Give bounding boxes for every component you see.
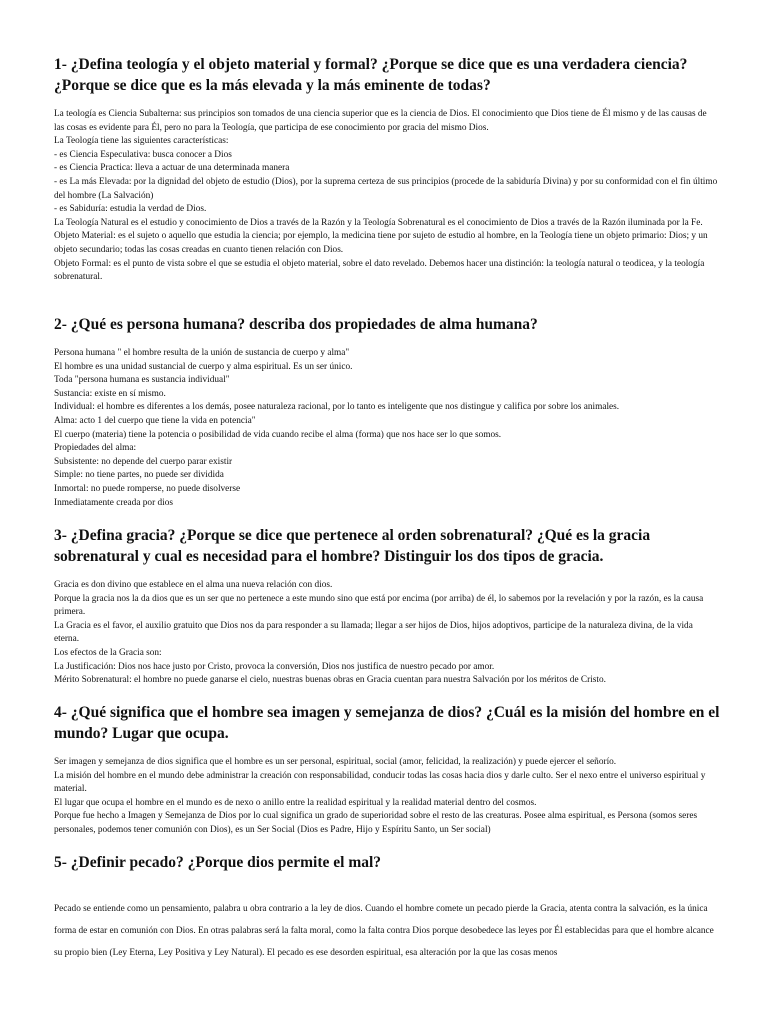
question-4-heading: 4- ¿Qué significa que el hombre sea imagen y semejanza de dios? ¿Cuál es la misión del hombre en el mundo? Lugar que ocupa. [54,704,720,742]
answer-3-paragraph: Porque la gracia nos la da dios que es un ser que no pertenece a este mundo sino que está por encima (por arriba) de él, lo sabemos por la revelación y por la razón, es la causa primera. [54,593,704,618]
answer-1-paragraph: - es Sabiduría: estudia la verdad de Dios. [54,204,207,215]
answer-2-body [54,347,718,510]
answer-2-paragraph: El hombre es una unidad sustancial de cuerpo y alma espiritual. Es un ser único. [54,361,353,372]
answer-3-paragraph: La Justificación: Dios nos hace justo por Cristo, provoca la conversión, Dios nos justifica de nuestro pecado por amor. [54,661,495,672]
answer-5-paragraph: Pecado se entiende como un pensamiento, palabra u obra contrario a la ley de dios. Cuando el hombre comete un pecado pierde la Gracia, atenta contra la salvación, es la única forma de estar en comunión con Dios. En otras palabras será la falta moral, como la falta contra Dios porque desobedece las leyes por Él establecidas para que el hombre alcance su propio bien (Ley Eterna, Ley Positiva y Ley Natural). El pecado es ese desorden espiritual, esa alteración por la que las cosas menos [54,904,714,958]
answer-1-paragraph: La Teología tiene las siguientes características: [54,136,229,147]
answer-5-body [54,898,718,964]
answer-3-paragraph: La Gracia es el favor, el auxilio gratuito que Dios nos da para responder a su llamada; llegar a ser hijos de Dios, hijos adoptivos, participe de la naturaleza divina, de la vida eterna. [54,620,693,645]
answer-2-paragraph: Simple: no tiene partes, no puede ser dividida [54,470,224,481]
answer-3-paragraph: Los efectos de la Gracia son: [54,647,162,658]
answer-1-paragraph: Objeto Material: es el sujeto o aquello que estudia la ciencia; por ejemplo, la medicina tiene por sujeto de estudio al hombre, en la Teología tiene un objeto primario: Dios; y un objeto secundario; todas las cosas creadas en cuanto tienen relación con Dios. [54,231,708,255]
answer-2-paragraph: Toda "persona humana es sustancia individual" [54,375,230,386]
answer-2-paragraph: Subsistente: no depende del cuerpo parar existir [54,456,233,467]
answer-3-body [54,579,718,688]
answer-1-paragraph: La Teología Natural es el estudio y conocimiento de Dios a través de la Razón y la Teología Sobrenatural es el conocimiento de Dios a través de la Razón iluminada por la Fe. [54,217,703,228]
answer-1-paragraph: La teología es Ciencia Subalterna: sus principios son tomados de una ciencia superior que es la ciencia de Dios. El conocimiento que Dios tiene de Él mismo y de las causas de las cosas es evidente para Él, pero no para la Teología, que participa de ese conocimiento por gracia del mismo Dios. [54,109,707,133]
answer-1-paragraph: - es Ciencia Especulativa: busca conocer a Dios [54,149,232,160]
answer-2-paragraph: Inmediatamente creada por dios [54,497,173,508]
question-3-heading: 3- ¿Defina gracia? ¿Porque se dice que pertenece al orden sobrenatural? ¿Qué es la gracia sobrenatural y cual es necesidad para el hombre? Distinguir los dos tipos de gracia. [54,527,651,565]
answer-1-body [54,108,718,285]
answer-1-paragraph: Objeto Formal: es el punto de vista sobre el que se estudia el objeto material, sobre el dato revelado. Debemos hacer una distinción: la teología natural o teodicea, y la teología sobrenatural. [54,258,705,283]
question-1-heading: 1- ¿Defina teología y el objeto material y formal? ¿Porque se dice que es una verdadera ciencia? ¿Porque se dice que es la más elevada y la más eminente de todas? [54,56,688,94]
answer-4-body [54,756,718,838]
answer-1-paragraph: - es Ciencia Practica: lleva a actuar de una determinada manera [54,163,290,174]
answer-2-paragraph: Sustancia: existe en sí mismo. [54,388,166,399]
answer-1-paragraph: - es La más Elevada: por la dignidad del objeto de estudio (Dios), por la suprema certeza de sus principios (procede de la sabiduría Divina) y por su conformidad con el fin último del hombre (La Salvación) [54,176,718,201]
answer-2-paragraph: El cuerpo (materia) tiene la potencia o posibilidad de vida cuando recibe el alma (forma) que nos hace ser lo que somos. [54,429,502,440]
answer-2-paragraph: Propiedades del alma: [54,443,137,454]
question-5-heading: 5- ¿Definir pecado? ¿Porque dios permite el mal? [54,854,382,871]
answer-2-paragraph: Inmortal: no puede romperse, no puede disolverse [54,483,241,494]
question-2-heading: 2- ¿Qué es persona humana? describa dos propiedades de alma humana? [54,316,538,333]
answer-2-paragraph: Individual: el hombre es diferentes a los demás, posee naturaleza racional, por lo tanto es inteligente que nos distingue y califica por sobre los animales. [54,402,620,413]
answer-4-paragraph: El lugar que ocupa el hombre en el mundo es de nexo o anillo entre la realidad espiritual y la realidad material dentro del cosmos. [54,797,537,808]
answer-4-paragraph: Porque fue hecho a Imagen y Semejanza de Dios por lo cual significa un grado de superioridad sobre el resto de las creaturas. Posee alma espiritual, es Persona (somos seres personales, podemos tener comunión con Dios), es un Ser Social (Dios es Padre, Hijo y Espíritu Santo, un Ser social) [54,811,698,835]
answer-2-paragraph: Alma: acto 1 del cuerpo que tiene la vida en potencia" [54,415,256,426]
answer-3-paragraph: Mérito Sobrenatural: el hombre no puede ganarse el cielo, nuestras buenas obras en Gracia cuentan para nuestra Salvación por los méritos de Cristo. [54,675,606,686]
answer-4-paragraph: La misión del hombre en el mundo debe administrar la creación con responsabilidad, conducir todas las cosas hacia dios y darle culto. Ser el nexo entre el universo espiritual y material. [54,770,706,795]
answer-3-paragraph: Gracia es don divino que establece en el alma una nueva relación con dios. [54,580,333,590]
answer-2-paragraph: Persona humana " el hombre resulta de la unión de sustancia de cuerpo y alma" [54,348,350,358]
answer-4-paragraph: Ser imagen y semejanza de dios significa que el hombre es un ser personal, espiritual, social (amor, felicidad, la realización) y puede ejercer el señorío. [54,757,617,767]
